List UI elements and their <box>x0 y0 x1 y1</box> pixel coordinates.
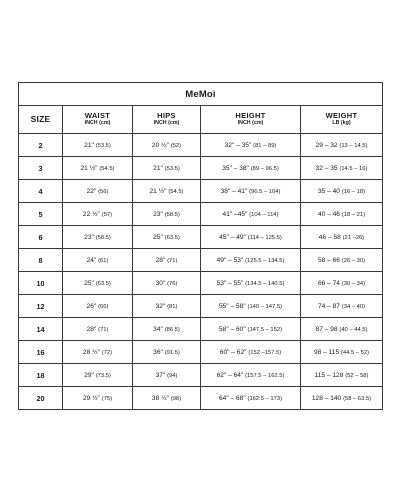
waist-cell <box>63 364 133 387</box>
hips-cell-inch: 38 ½" <box>151 394 169 402</box>
weight-header <box>301 106 383 134</box>
table-row <box>19 341 383 364</box>
hips-cell-metric: (71) <box>167 257 178 264</box>
hips-cell <box>133 387 201 410</box>
weight-cell-inch: 40 – 46 <box>317 210 340 218</box>
hips-cell <box>133 341 201 364</box>
waist-cell-inch: 29" <box>84 371 94 379</box>
size-cell: 6 <box>19 226 63 249</box>
weight-cell-metric: (21 –26) <box>342 234 365 241</box>
hips-cell-metric: (81) <box>167 303 178 310</box>
weight-cell <box>301 203 383 226</box>
weight-cell <box>301 157 383 180</box>
height-cell-inch: 55" – 58" <box>218 302 246 310</box>
height-cell-metric: (134.5 – 140.5) <box>245 280 285 287</box>
weight-cell <box>301 134 383 157</box>
hips-header-unit: INCH (cm) <box>153 120 180 127</box>
table-row <box>19 180 383 203</box>
hips-cell-metric: (63.5) <box>164 234 180 241</box>
weight-cell-inch: 29 – 32 <box>315 141 338 149</box>
waist-cell-inch: 21" <box>84 141 94 149</box>
height-cell-metric: (152 –157.5) <box>248 349 282 356</box>
size-cell: 18 <box>19 364 63 387</box>
size-cell: 14 <box>19 318 63 341</box>
weight-cell-inch: 35 – 40 <box>317 187 340 195</box>
weight-cell-inch: 87 – 98 <box>315 325 338 333</box>
weight-cell-metric: (52 – 58) <box>345 372 369 379</box>
table-row <box>19 249 383 272</box>
height-cell-inch: 60" – 62" <box>219 348 247 356</box>
hips-cell <box>133 157 201 180</box>
hips-cell-metric: (53.5) <box>164 165 180 172</box>
hips-cell <box>133 295 201 318</box>
height-cell-inch: 45" – 49" <box>219 233 246 241</box>
hips-cell <box>133 249 201 272</box>
header-row <box>19 106 383 134</box>
waist-cell-metric: (72) <box>101 349 113 356</box>
height-cell-metric: (147.5 – 152) <box>247 326 282 333</box>
waist-cell-inch: 23" <box>84 233 94 241</box>
weight-cell-metric: (18 – 21) <box>341 211 366 218</box>
weight-cell-inch: 98 – 115 <box>313 348 340 356</box>
weight-cell-metric: (34 – 40) <box>341 303 366 310</box>
waist-cell <box>63 318 133 341</box>
height-cell <box>201 364 301 387</box>
waist-cell-metric: (56) <box>98 188 109 195</box>
height-header-label: HEIGHT <box>235 111 266 121</box>
hips-cell-inch: 21 ½" <box>149 187 167 195</box>
height-cell-inch: 49" – 53" <box>216 256 244 264</box>
height-cell <box>201 180 301 203</box>
title-row <box>19 83 383 106</box>
height-header <box>201 106 301 134</box>
waist-cell-inch: 28" <box>86 325 97 333</box>
weight-cell-metric: (58 – 63.5) <box>343 395 372 402</box>
weight-header-label: WEIGHT <box>325 111 358 121</box>
hips-cell-inch: 32" <box>155 302 166 310</box>
height-header-unit: INCH (cm) <box>237 120 264 127</box>
weight-cell-inch: 115 – 128 <box>314 371 344 379</box>
hips-cell-metric: (94) <box>167 372 178 379</box>
size-cell: 10 <box>19 272 63 295</box>
weight-cell <box>301 295 383 318</box>
hips-cell-inch: 30" <box>155 279 166 287</box>
waist-cell-metric: (71) <box>98 326 109 333</box>
waist-cell-metric: (61) <box>98 257 109 264</box>
height-cell <box>201 387 301 410</box>
chart-title: MeMoi <box>19 83 383 106</box>
hips-cell <box>133 180 201 203</box>
waist-header-label: WAIST <box>84 111 111 121</box>
waist-cell <box>63 226 133 249</box>
waist-cell-inch: 29 ½" <box>82 394 100 402</box>
table-row <box>19 226 383 249</box>
size-cell: 4 <box>19 180 63 203</box>
waist-cell <box>63 134 133 157</box>
waist-cell-inch: 22 ½" <box>82 210 100 218</box>
height-cell <box>201 226 301 249</box>
hips-cell-inch: 37" <box>155 371 166 379</box>
hips-cell-inch: 34" <box>153 325 163 333</box>
hips-cell-inch: 23" <box>153 210 163 218</box>
waist-cell-inch: 22" <box>86 187 97 195</box>
waist-cell <box>63 249 133 272</box>
table-row <box>19 364 383 387</box>
waist-header <box>63 106 133 134</box>
table-row <box>19 387 383 410</box>
size-cell: 8 <box>19 249 63 272</box>
height-cell <box>201 157 301 180</box>
hips-cell-inch: 36" <box>153 348 163 356</box>
hips-cell <box>133 134 201 157</box>
hips-cell-metric: (52) <box>170 142 182 149</box>
hips-cell-metric: (54.5) <box>168 188 184 195</box>
height-cell-inch: 35" – 38" <box>222 164 249 172</box>
weight-cell-inch: 46 – 58 <box>318 233 341 241</box>
waist-cell-inch: 26" <box>86 302 97 310</box>
table-row <box>19 295 383 318</box>
size-chart-table <box>18 82 383 410</box>
hips-cell-metric: (86.5) <box>164 326 180 333</box>
weight-cell <box>301 341 383 364</box>
size-cell: 5 <box>19 203 63 226</box>
hips-cell-metric: (98) <box>170 395 182 402</box>
weight-cell-metric: (30 – 34) <box>341 280 366 287</box>
hips-cell-inch: 28" <box>155 256 166 264</box>
hips-cell <box>133 226 201 249</box>
waist-cell-metric: (54.5) <box>99 165 115 172</box>
waist-cell-metric: (57) <box>101 211 113 218</box>
height-cell <box>201 295 301 318</box>
hips-cell-inch: 21" <box>153 164 163 172</box>
waist-cell-metric: (63.5) <box>95 280 111 287</box>
weight-header-unit: LB (kg) <box>332 120 351 127</box>
height-cell <box>201 318 301 341</box>
weight-cell-metric: (40 – 44.5) <box>339 326 368 333</box>
waist-cell <box>63 295 133 318</box>
waist-header-unit: INCH (cm) <box>84 120 111 127</box>
size-cell: 3 <box>19 157 63 180</box>
weight-cell-inch: 58 – 66 <box>317 256 340 264</box>
weight-cell-metric: (44.5 – 52) <box>340 349 370 356</box>
weight-cell <box>301 318 383 341</box>
height-cell <box>201 134 301 157</box>
waist-cell-inch: 25" <box>84 279 94 287</box>
weight-cell-inch: 128 – 140 <box>311 394 342 402</box>
waist-cell <box>63 203 133 226</box>
size-header: SIZE <box>19 106 63 134</box>
height-cell-metric: (104 – 114) <box>249 211 279 218</box>
weight-cell <box>301 364 383 387</box>
hips-cell-inch: 25" <box>153 233 163 241</box>
height-cell <box>201 341 301 364</box>
waist-cell-metric: (66) <box>98 303 109 310</box>
waist-cell-metric: (53.5) <box>95 142 111 149</box>
height-cell <box>201 203 301 226</box>
height-cell-metric: (81 – 89) <box>253 142 277 149</box>
waist-cell <box>63 157 133 180</box>
hips-cell-inch: 20 ½" <box>151 141 169 149</box>
height-cell-inch: 58" – 60" <box>218 325 246 333</box>
hips-cell <box>133 318 201 341</box>
waist-cell-inch: 28 ½" <box>82 348 100 356</box>
height-cell <box>201 249 301 272</box>
hips-cell-metric: (91.5) <box>164 349 180 356</box>
height-cell-metric: (114 – 125.5) <box>247 234 282 241</box>
waist-cell-metric: (73.5) <box>95 372 111 379</box>
weight-cell-metric: (14.5 – 16) <box>339 165 368 172</box>
height-cell-metric: (157.5 – 162.5) <box>245 372 285 379</box>
height-cell-metric: (162.5 – 173) <box>247 395 282 402</box>
waist-cell <box>63 180 133 203</box>
size-cell: 16 <box>19 341 63 364</box>
waist-cell <box>63 341 133 364</box>
height-cell <box>201 272 301 295</box>
waist-cell-metric: (75) <box>101 395 113 402</box>
weight-cell <box>301 387 383 410</box>
height-cell-metric: (89 – 96.5) <box>250 165 279 172</box>
weight-cell <box>301 180 383 203</box>
table-row <box>19 157 383 180</box>
table-row <box>19 272 383 295</box>
height-cell-inch: 32" – 35" <box>224 141 252 149</box>
table-row <box>19 203 383 226</box>
weight-cell-inch: 74 – 87 <box>317 302 340 310</box>
height-cell-metric: (140 – 147.5) <box>247 303 282 310</box>
waist-cell <box>63 387 133 410</box>
weight-cell-inch: 66 – 74 <box>317 279 340 287</box>
waist-cell-inch: 21 ½" <box>80 164 98 172</box>
weight-cell-metric: (16 – 18) <box>341 188 366 195</box>
waist-cell-metric: (58.5) <box>95 234 111 241</box>
hips-header <box>133 106 201 134</box>
waist-cell <box>63 272 133 295</box>
table-row <box>19 318 383 341</box>
height-cell-inch: 62" – 64" <box>216 371 244 379</box>
hips-cell <box>133 203 201 226</box>
height-cell-inch: 64" – 68" <box>218 394 246 402</box>
weight-cell <box>301 249 383 272</box>
weight-cell <box>301 272 383 295</box>
size-cell: 2 <box>19 134 63 157</box>
size-cell: 12 <box>19 295 63 318</box>
hips-header-label: HIPS <box>157 111 176 121</box>
hips-cell-metric: (76) <box>167 280 178 287</box>
waist-cell-inch: 24" <box>86 256 97 264</box>
height-cell-inch: 38" – 41" <box>220 187 248 195</box>
weight-cell-metric: (13 – 14.5) <box>339 142 368 149</box>
weight-cell <box>301 226 383 249</box>
height-cell-inch: 41" –45" <box>222 210 248 218</box>
weight-cell-metric: (26 – 30) <box>341 257 366 264</box>
hips-cell <box>133 272 201 295</box>
table-row <box>19 134 383 157</box>
height-cell-metric: (125.5 – 134.5) <box>245 257 285 264</box>
size-cell: 20 <box>19 387 63 410</box>
height-cell-inch: 53" – 55" <box>216 279 244 287</box>
height-cell-metric: (96.5 – 104) <box>249 188 281 195</box>
weight-cell-inch: 32 – 35 <box>315 164 338 172</box>
hips-cell <box>133 364 201 387</box>
hips-cell-metric: (58.5) <box>164 211 180 218</box>
